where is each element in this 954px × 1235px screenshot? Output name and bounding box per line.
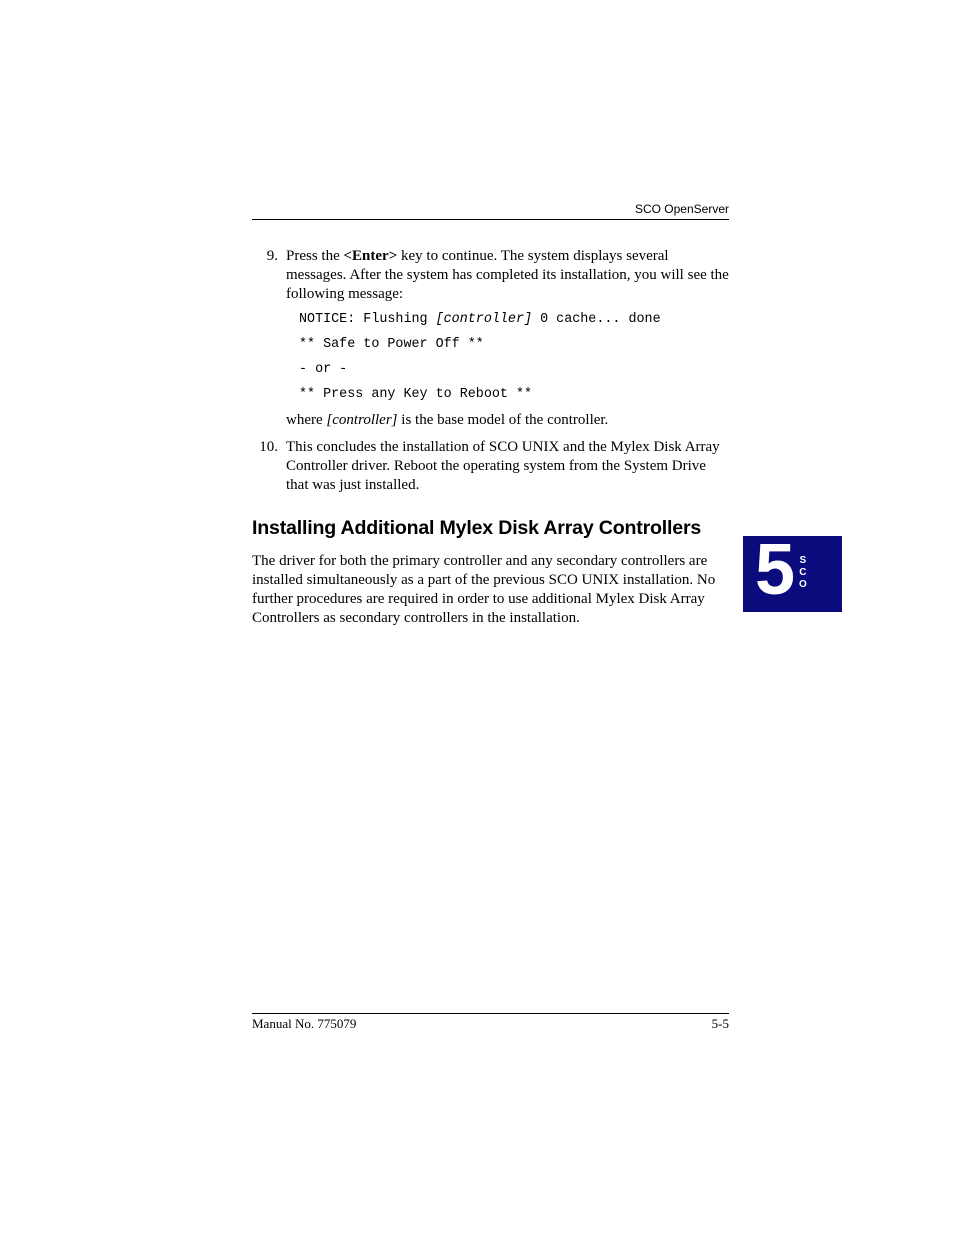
step-number: 9. [266, 248, 278, 264]
where-note: where [controller] is the base model of the controller. [286, 412, 609, 428]
step-number: 10. [259, 439, 278, 455]
section-heading: Installing Additional Mylex Disk Array Controllers [252, 517, 702, 539]
code-line-or: - or - [299, 362, 348, 377]
code-line-safe: ** Safe to Power Off ** [299, 337, 484, 352]
section-paragraph: The driver for both the primary controller and any secondary controllers are installed simultaneously as a part of the previous SCO UNIX installation. No further procedures are required in order to use additional Mylex Disk Array Controllers as secondary controllers in the installation. [252, 553, 716, 626]
code-line-notice: NOTICE: Flushing [controller] 0 cache... done [299, 312, 661, 327]
chapter-number: 5 [755, 530, 796, 610]
enter-key-label: <Enter> [343, 248, 398, 264]
running-header: SCO OpenServer [634, 202, 729, 216]
chapter-letters: S C O [799, 555, 807, 590]
page-number: 5-5 [711, 1016, 729, 1031]
footer-rule [252, 1013, 729, 1014]
step-10 [252, 438, 729, 495]
code-line-reboot: ** Press any Key to Reboot ** [299, 387, 533, 402]
chapter-tab [743, 530, 842, 612]
header-rule [252, 219, 729, 220]
manual-number: Manual No. 775079 [252, 1016, 357, 1031]
step-text: This concludes the installation of SCO UNIX and the Mylex Disk Array Controller driver. Reboot the operating system from the System Drive that was just installed. [286, 439, 720, 493]
step-text: Press the <Enter> key to continue. The system displays several messages. After the system has completed its installation, you will see the following message: [286, 248, 729, 302]
step-9 [252, 247, 729, 304]
